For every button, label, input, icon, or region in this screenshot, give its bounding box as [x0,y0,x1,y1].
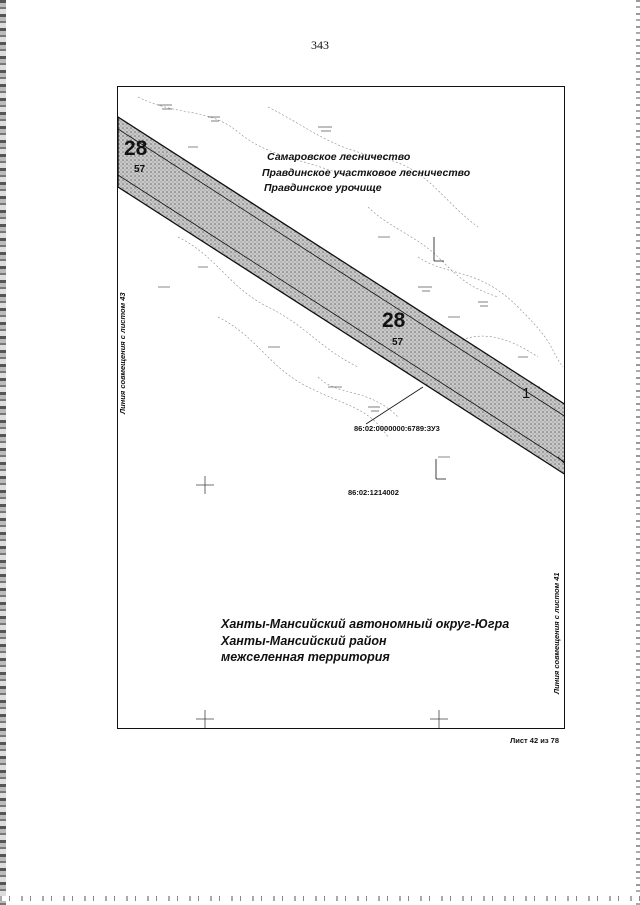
page-number: 343 [311,38,329,52]
region-label: Ханты-Мансийский район [221,634,387,648]
cadastral-leader [366,387,423,424]
scan-edge-left [0,0,6,905]
scan-edge-right [636,0,640,905]
sheet-footer: Лист 42 из 78 [510,736,559,745]
quarter-number: 28 [124,137,148,160]
match-line-right-label: Линия совмещения с листом 41 [552,572,561,694]
match-line-left-label: Линия совмещения с листом 43 [118,292,127,414]
plot-number: 1 [522,385,531,402]
cadastral-plot-label: 86:02:0000000:6789:ЗУ3 [354,424,440,433]
quarter-number: 28 [382,309,406,332]
quarter-subnumber: 57 [134,164,146,175]
map-frame [117,86,565,729]
region-label: межселенная территория [221,650,390,664]
forestry-label: Правдинское участковое лесничество [262,167,471,179]
region-label: Ханты-Мансийский автономный округ-Югра [221,617,510,631]
quarter-subnumber: 57 [392,337,404,348]
cadastral-quarter-label: 86:02:1214002 [348,488,399,497]
grid-crosses [196,476,448,728]
scan-edge-bottom [0,896,640,901]
forestry-label: Самаровское лесничество [267,151,411,163]
forestry-label: Правдинское урочище [264,182,382,194]
